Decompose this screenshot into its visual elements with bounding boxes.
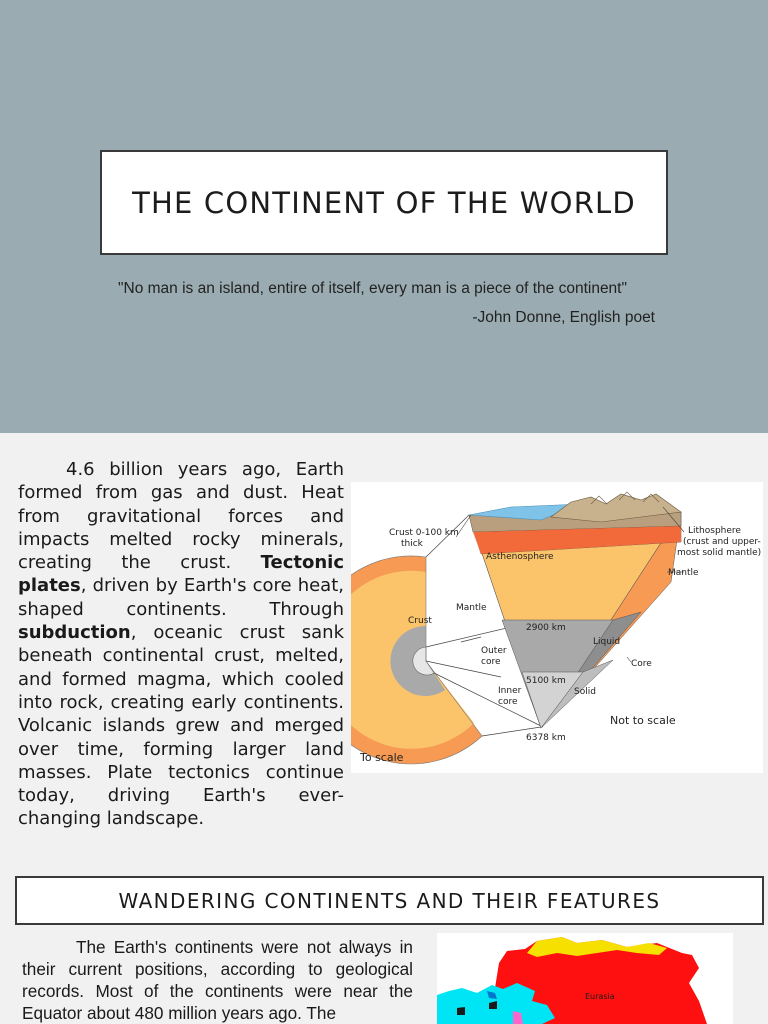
label-not-to-scale: Not to scale	[610, 714, 676, 727]
label-crust-thickness: Crust 0-100 km thick	[389, 528, 459, 549]
label-liquid: Liquid	[593, 637, 621, 647]
label-to-scale: To scale	[360, 751, 404, 764]
label-mantle-right: Mantle	[668, 568, 699, 578]
section-paragraph	[22, 936, 413, 1024]
label-depth-5100: 5100 km	[526, 676, 566, 686]
epigraph-quote: "No man is an island, entire of itself, every man is a piece of the continent"	[118, 280, 627, 297]
paleo-continent-map	[437, 933, 733, 1024]
term-tectonic-plates: Tectonic plates	[18, 552, 344, 597]
section-title: WANDERING CONTINENTS AND THEIR FEATURES	[118, 888, 661, 913]
title-banner	[0, 0, 768, 433]
label-solid: Solid	[574, 687, 596, 697]
section-text: The Earth's continents were not always in their current positions, according to geological records. Most of the continents were near the Equator about 480 million years ago. The	[22, 937, 413, 1023]
label-outer-core: Outer core	[481, 646, 507, 667]
section-heading-box	[15, 876, 764, 925]
label-mantle-left: Mantle	[456, 603, 487, 613]
intro-text-1: 4.6 billion years ago, Earth formed from gas and dust. Heat from gravitational forces and impacts melted rocky minerals, creating the crust.	[18, 459, 344, 574]
label-crust: Crust	[408, 616, 432, 626]
intro-text-3: , oceanic crust sank beneath continental crust, melted, and formed magma, which cooled into rock, creating early continents. Volcanic islands grew and merged over time, forming larger land masses. Plate tectonics continue today, driving Earth's ever-changing landscape.	[18, 622, 344, 830]
label-depth-6378: 6378 km	[526, 733, 566, 743]
to-scale-wedge	[351, 556, 482, 764]
map-label-eurasia: Eurasia	[585, 992, 615, 1001]
earth-layers-diagram	[351, 482, 763, 773]
intro-paragraph	[18, 458, 344, 831]
epigraph-author: -John Donne, English poet	[472, 309, 655, 326]
title-box	[100, 150, 668, 255]
term-subduction: subduction	[18, 622, 131, 644]
label-lithosphere: Lithosphere (crust and upper-most solid mantle)	[677, 526, 762, 558]
label-asthenosphere: Asthenosphere	[486, 552, 554, 562]
intro-text-2: , driven by Earth's core heat, shaped continents. Through	[18, 575, 344, 620]
label-inner-core: Inner core	[498, 686, 522, 707]
label-core: Core	[631, 659, 652, 669]
label-depth-2900: 2900 km	[526, 623, 566, 633]
page-title: THE CONTINENT OF THE WORLD	[132, 185, 636, 220]
